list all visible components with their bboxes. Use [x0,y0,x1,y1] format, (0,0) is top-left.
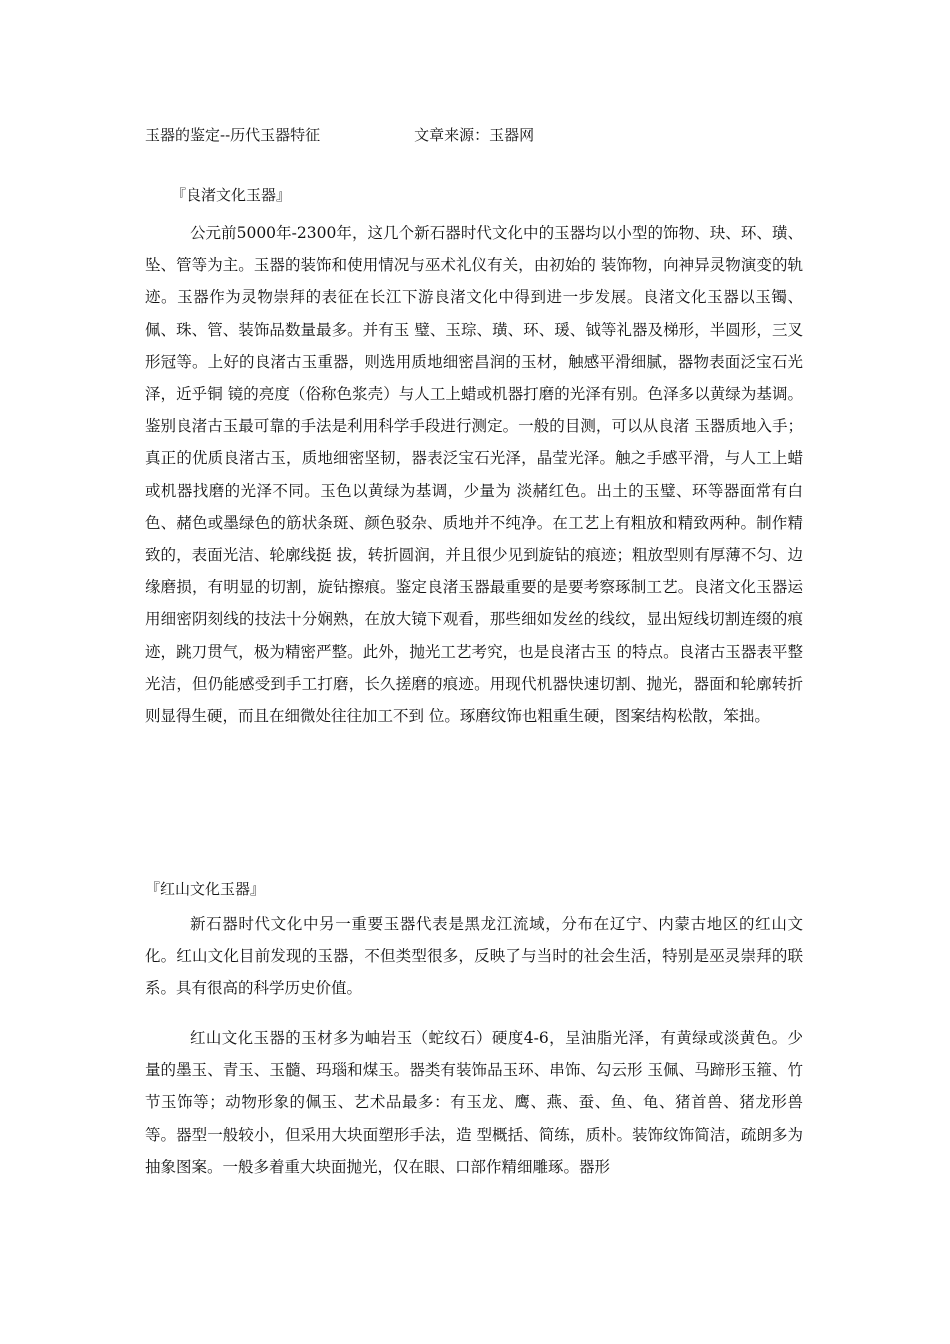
paragraph-hongshan-materials: 红山文化玉器的玉材多为岫岩玉（蛇纹石）硬度4-6，呈油脂光泽，有黄绿或淡黄色。少量的墨玉、青玉、玉髓、玛瑙和煤玉。器类有装饰品玉环、串饰、勾云形 玉佩、马蹄形玉箍、竹节玉饰等；动物形象的佩玉、艺术品最多：有玉龙、鹰、燕、蚕、鱼、龟、猪首兽、猪龙形兽等。器型一般较小，但采用大块面塑形手法，造 型概括、简练，质朴。装饰纹饰简洁，疏朗多为抽象图案。一般多着重大块面抛光，仅在眼、口部作精细雕琢。器形 [145,1029,803,1176]
section-heading-liangzhu: 『良渚文化玉器』 [171,186,292,204]
document-header [145,124,534,146]
document-title: 玉器的鉴定--历代玉器特征 [145,126,321,144]
section-heading-hongshan: 『红山文化玉器』 [145,880,266,898]
document-source: 文章来源：玉器网 [414,126,535,144]
paragraph-hongshan-intro: 新石器时代文化中另一重要玉器代表是黑龙江流域，分布在辽宁、内蒙古地区的红山文化。红山文化目前发现的玉器，不但类型很多，反映了与当时的社会生活，特别是巫灵崇拜的联系。具有很高的科学历史价值。 [145,915,803,998]
paragraph-liangzhu: 公元前5000年-2300年，这几个新石器时代文化中的玉器均以小型的饰物、玦、环、璜、坠、管等为主。玉器的装饰和使用情况与巫术礼仪有关，由初始的 装饰物，向神异灵物演变的轨迹。玉器作为灵物崇拜的表征在长江下游良渚文化中得到进一步发展。良渚文化玉器以玉镯、佩、珠、管、装饰品数量最多。并有玉 璧、玉琮、璜、环、瑗、钺等礼器及梯形，半圆形，三叉形冠等。上好的良渚古玉重器，则选用质地细密昌润的玉材，触感平滑细腻，器物表面泛宝石光泽，近乎铜 镜的亮度（俗称色浆壳）与人工上蜡或机器打磨的光泽有别。色泽多以黄绿为基调。鉴别良渚古玉最可靠的手法是利用科学手段进行测定。一般的目测，可以从良渚 玉器质地入手；真正的优质良渚古玉，质地细密坚韧，器表泛宝石光泽，晶莹光泽。触之手感平滑，与人工上蜡或机器找磨的光泽不同。玉色以黄绿为基调，少量为 淡赭红色。出土的玉璧、环等器面常有白色、赭色或墨绿色的筋状条斑、颜色驳杂、质地并不纯净。在工艺上有粗放和精致两种。制作精致的，表面光洁、轮廓线挺 拔，转折圆润，并且很少见到旋钻的痕迹；粗放型则有厚薄不匀、边缘磨损，有明显的切割，旋钻擦痕。鉴定良渚玉器最重要的是要考察琢制工艺。良渚文化玉器运 用细密阴刻线的技法十分娴熟，在放大镜下观看，那些细如发丝的线纹，显出短线切割连缀的痕迹，跳刀贯气，极为精密严整。此外，抛光工艺考究，也是良渚古玉 的特点。良渚古玉器表平整光洁，但仍能感受到手工打磨，长久搓磨的痕迹。用现代机器快速切割、抛光，器面和轮廓转折则显得生硬，而且在细微处往往加工不到 位。琢磨纹饰也粗重生硬，图案结构松散，笨拙。 [145,224,803,726]
